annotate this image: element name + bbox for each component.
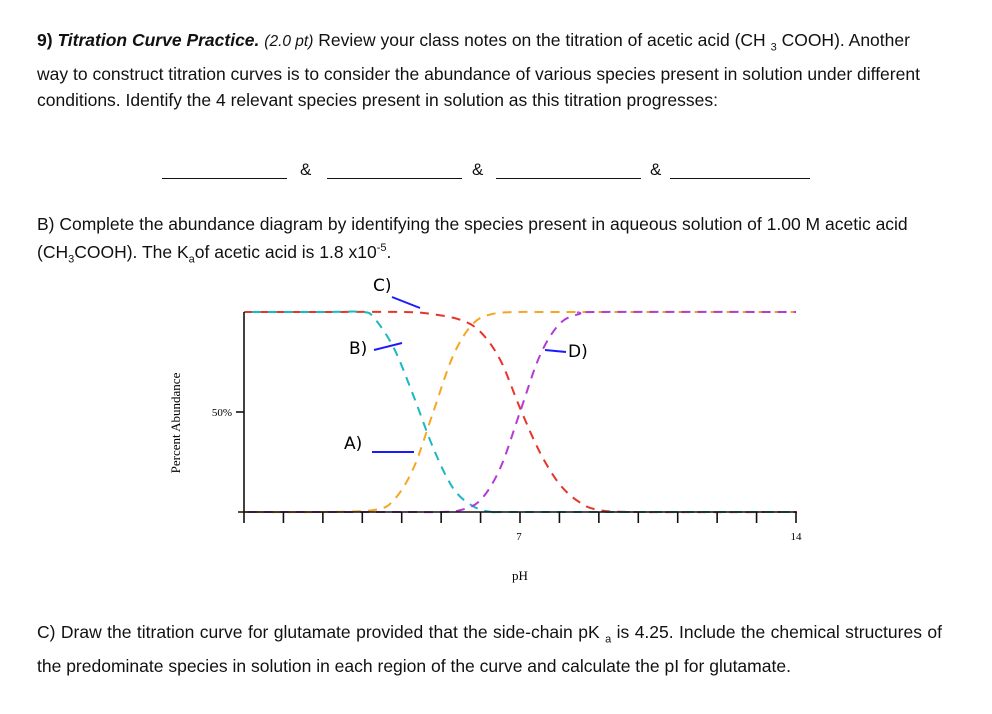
annotation-b-arrow — [374, 343, 402, 350]
qb-text-a: B) Complete the abundance diagram by identifying the species present in aqueous solution of 1.00 M acetic acid (CH — [37, 214, 908, 262]
x-ticks-group — [244, 512, 796, 523]
annotation-b: B) — [349, 339, 368, 359]
ampersand-3: & — [650, 160, 662, 179]
annotation-d: D) — [568, 342, 588, 362]
q9-text-a: Review your class notes on the titration of acetic acid (CH — [318, 30, 766, 50]
annotation-d-arrow — [545, 350, 566, 352]
qb-text-d: . — [386, 241, 392, 262]
y-tick-label: 50% — [211, 407, 232, 419]
question-number: 9) — [37, 30, 53, 50]
series-line-teal — [244, 312, 796, 513]
q9-sub3: 3 — [770, 41, 777, 54]
annotation-c-arrow — [392, 297, 420, 308]
series-line-purple — [244, 312, 796, 512]
curves-group — [244, 312, 796, 513]
ampersand-1: & — [300, 160, 312, 179]
q9-text-b: COOH). Another way to construct titration curves is to consider the abundance of various species present in solution under different conditions. Identify the 4 relevant species present in solution as this titration progresses: — [37, 30, 920, 110]
annotation-c: C) — [373, 276, 392, 296]
question-points: (2.0 pt) — [264, 33, 314, 50]
ampersand-2: & — [472, 160, 484, 179]
qb-sup: -5 — [376, 242, 387, 254]
y-axis-label: Percent Abundance — [168, 372, 183, 474]
question-c — [37, 619, 942, 679]
qc-text-a: C) Draw the titration curve for glutamate provided that the side-chain pK — [37, 622, 600, 642]
annotation-a: A) — [344, 434, 363, 454]
question-title: Titration Curve Practice. — [57, 30, 260, 50]
x-tick-label-14: 14 — [790, 531, 802, 543]
x-axis-label: pH — [512, 568, 528, 583]
x-tick-label-7: 7 — [516, 531, 522, 543]
qb-text-c: of acetic acid is 1.8 x10 — [194, 241, 377, 262]
series-line-orange — [244, 312, 796, 512]
series-line-red — [244, 312, 796, 512]
qc-sub-a: a — [605, 633, 612, 646]
qc-text-b: is 4.25. Include the chemical structures of the predominate species in solution in each region of the curve and calculate the pI for glutamate. — [37, 622, 942, 676]
qb-sub-a: a — [188, 253, 195, 266]
qb-text-b: COOH). The K — [74, 241, 189, 262]
qb-sub3: 3 — [68, 253, 75, 266]
